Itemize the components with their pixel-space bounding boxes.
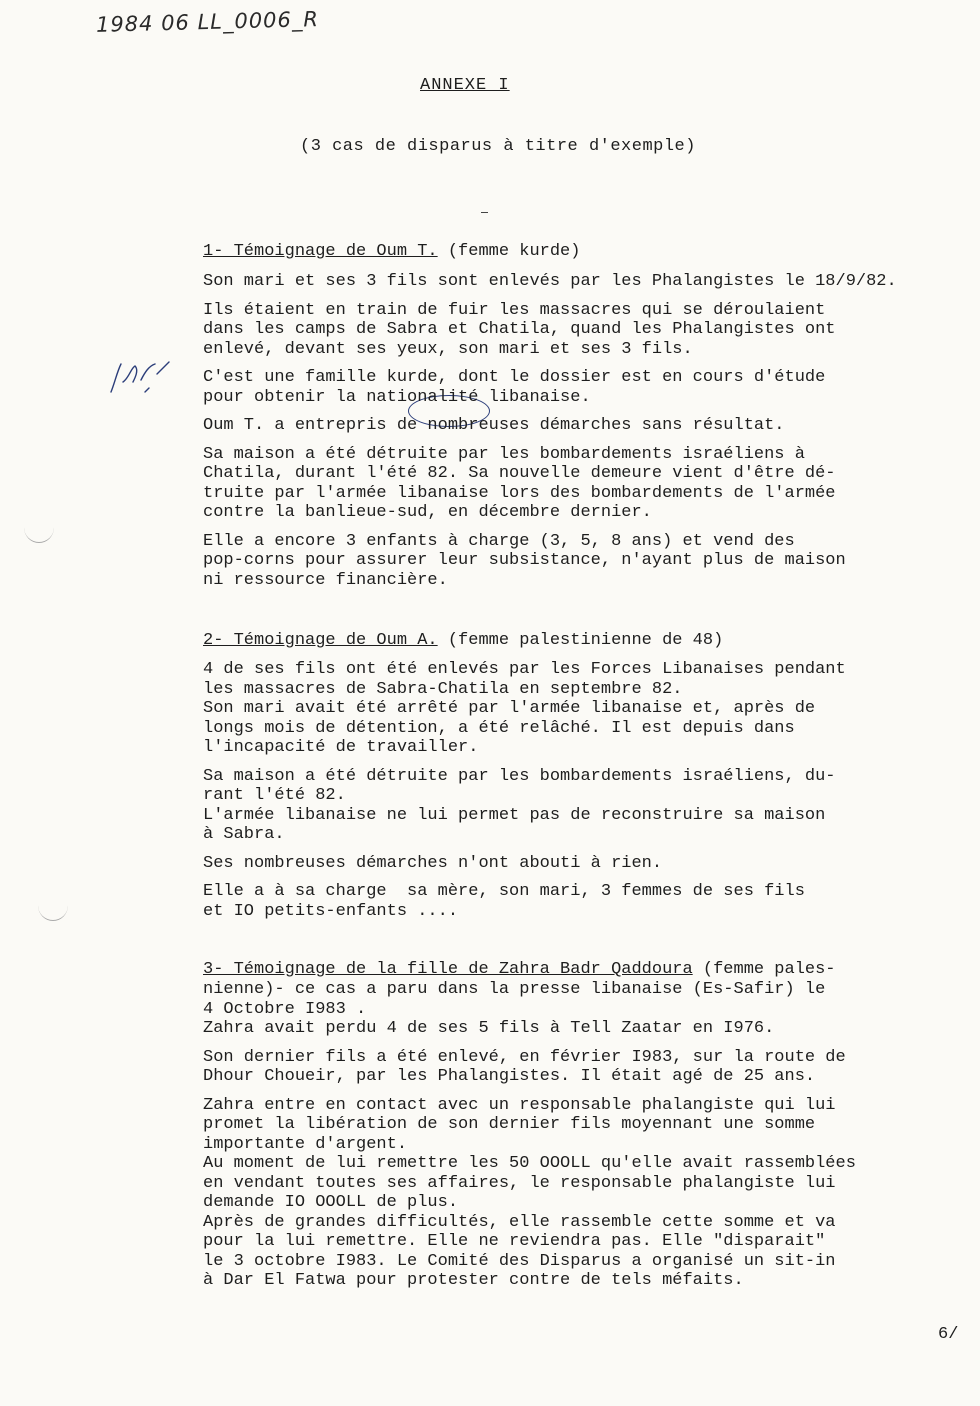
punch-hole: [24, 512, 54, 543]
paragraph: Zahra avait perdu 4 de ses 5 fils à Tell Zaatar en I976.: [203, 1019, 775, 1038]
stray-mark: [481, 212, 488, 213]
paragraph: Oum T. a entrepris de nombreuses démarches sans résultat.: [203, 416, 785, 435]
paragraph: Sa maison a été détruite par les bombardements israéliens à Chatila, durant l'été 82. Sa nouvelle demeure vient d'être dé- truite par l'armée libanaise lors des bombardements de l'armée contre la banlieue-sud, en décembre dernier.: [203, 444, 836, 522]
page-number: 6/: [938, 1325, 959, 1344]
paragraph: Zahra entre en contact avec un responsable phalangiste qui lui promet la libération de son dernier fils moyennant une somme importante d'argent.: [203, 1095, 836, 1154]
paragraph: nienne)- ce cas a paru dans la presse libanaise (Es-Safir) le 4 Octobre I983 .: [203, 980, 826, 1019]
section-heading-title: 1- Témoignage de Oum T.: [203, 242, 438, 261]
punch-hole: [38, 890, 68, 921]
paragraph: Son mari avait été arrêté par l'armée libanaise et, après de longs mois de détention, a été relâché. Il est depuis dans l'incapacité de travailler.: [203, 699, 816, 757]
paragraph: C'est une famille kurde, dont le dossier est en cours d'étude pour obtenir la nationalité libanaise.: [203, 368, 826, 407]
section-3: [203, 960, 953, 1291]
section-heading-title: 2- Témoignage de Oum A.: [203, 631, 438, 650]
section-heading-note: (femme kurde): [437, 242, 581, 261]
paragraph: L'armée libanaise ne lui permet pas de reconstruire sa maison à Sabra.: [203, 805, 826, 844]
paragraph: Après de grandes difficultés, elle rassemble cette somme et va pour la lui remettre. Elle ne reviendra pas. Elle "disparait" le 3 octobre I983. Le Comité des Disparus a organisé un sit-in à Dar El Fatwa pour protester contre de tels méfaits.: [203, 1212, 836, 1290]
section-1: [203, 242, 953, 590]
paragraph: Son mari et ses 3 fils sont enlevés par les Phalangistes le 18/9/82.: [203, 272, 897, 291]
paragraph: Son dernier fils a été enlevé, en février I983, sur la route de Dhour Choueir, par les Phalangistes. Il était agé de 25 ans.: [203, 1047, 846, 1086]
page-title: ANNEXE I: [420, 76, 510, 95]
paragraph: Sa maison a été détruite par les bombardements israéliens, du- rant l'été 82.: [203, 766, 836, 805]
paragraph: Ses nombreuses démarches n'ont abouti à rien.: [203, 853, 663, 873]
paragraph: Elle a encore 3 enfants à charge (3, 5, 8 ans) et vend des pop-corns pour assurer leur subsistance, n'ayant plus de maison ni ressource financière.: [203, 531, 846, 590]
paragraph: 4 de ses fils ont été enlevés par les Forces Libanaises pendant les massacres de Sabra-Chatila en septembre 82.: [203, 660, 846, 699]
paragraph: Ils étaient en train de fuir les massacres qui se déroulaient dans les camps de Sabra et Chatila, quand les Phalangistes ont enlevé, devant ses yeux, son mari et ses 3 fils.: [203, 300, 836, 359]
section-heading: [203, 242, 953, 262]
section-heading-note: (femme pales-: [692, 960, 836, 979]
margin-annotation-icon: [105, 352, 175, 402]
handwritten-reference: 1984 06 LL_0006_R: [95, 7, 320, 37]
paragraph: Au moment de lui remettre les 50 OOOLL qu'elle avait rassemblées en vendant toutes ses affaires, le responsable phalangiste lui demande IO OOOLL de plus.: [203, 1154, 856, 1212]
paragraph: Elle a à sa charge sa mère, son mari, 3 femmes de ses fils et IO petits-enfants ....: [203, 882, 805, 921]
section-heading-title: 3- Témoignage de la fille de Zahra Badr Qaddoura: [203, 960, 693, 979]
section-heading: [203, 631, 953, 651]
page-subtitle: (3 cas de disparus à titre d'exemple): [300, 137, 696, 156]
section-2: [203, 631, 953, 921]
section-heading: [203, 960, 953, 980]
section-heading-note: (femme palestinienne de 48): [437, 631, 724, 650]
